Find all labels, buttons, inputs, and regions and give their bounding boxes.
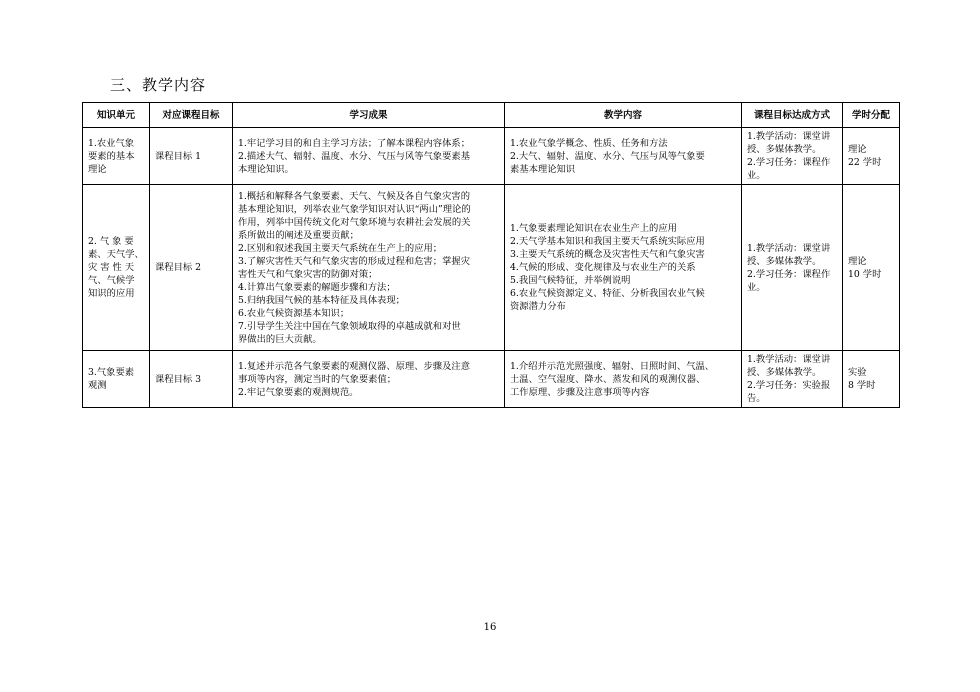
cell-line: 本理论知识。 — [238, 163, 294, 175]
header-learning-outcomes: 学习成果 — [233, 103, 505, 128]
cell-line: 知识的应用 — [88, 288, 135, 299]
cell-line: 4.计算出气象要素的解题步骤和方法； — [238, 281, 396, 293]
cell-learning-outcomes — [233, 185, 505, 351]
cell-line: 1.农业气象 — [88, 137, 135, 149]
cell-line: 2.学习任务：课程作 — [747, 268, 831, 280]
cell-line: 1.牢记学习目的和自主学习方法；了解本课程内容体系； — [238, 137, 470, 149]
cell-hours — [843, 185, 900, 351]
cell-line: 5.归纳我国气候的基本特征及具体表现； — [238, 294, 405, 306]
cell-teaching-content — [505, 185, 742, 351]
cell-line: 事项等内容，测定当时的气象要素值； — [238, 373, 397, 385]
cell-line: 实验 — [848, 367, 867, 378]
cell-line: 2.大气、辐射、温度、水分、气压与风等气象要 — [510, 150, 705, 162]
page-number: 16 — [483, 622, 497, 633]
cell-line: 6.农业气候资源定义、特征、分析我国农业气候 — [510, 288, 705, 299]
cell-course-goal: 课程目标 2 — [150, 185, 233, 351]
cell-line: 观测 — [88, 380, 107, 391]
cell-line: 7.引导学生关注中国在气象领域取得的卓越成就和对世 — [238, 320, 461, 332]
cell-line: 授、多媒体教学。 — [747, 255, 822, 267]
cell-line: 气、气候学 — [88, 275, 135, 286]
cell-line: 业。 — [747, 281, 766, 293]
cell-line: 土温、空气湿度、降水、蒸发和风的观测仪器、 — [510, 373, 706, 385]
cell-line: 3.主要天气系统的概念及灾害性天气和气象灾害 — [510, 249, 705, 260]
cell-line: 1.教学活动：课堂讲 — [747, 242, 831, 254]
cell-line: 授、多媒体教学。 — [747, 367, 822, 378]
cell-line: 资源潜力分布 — [510, 301, 566, 312]
cell-line: 1.教学活动：课堂讲 — [747, 131, 831, 142]
cell-line: 2. 气 象 要 — [88, 236, 134, 247]
header-achievement-method: 课程目标达成方式 — [742, 103, 843, 128]
cell-line: 业。 — [747, 170, 766, 181]
cell-line: 素基本理论知识 — [510, 163, 576, 175]
cell-line: 作用，列举中国传统文化对气象环境与农耕社会发展的关 — [238, 216, 471, 228]
table-row — [83, 128, 900, 185]
cell-line: 害性天气和气象灾害的防御对策； — [238, 268, 378, 280]
cell-teaching-content — [505, 351, 742, 408]
header-knowledge-unit: 知识单元 — [83, 103, 150, 128]
cell-line: 1.复述并示范各气象要素的观测仪器、原理、步骤及注意 — [238, 360, 470, 372]
teaching-content-table — [82, 102, 900, 408]
cell-line: 2.区别和叙述我国主要天气系统在生产上的应用； — [238, 242, 443, 254]
cell-line: 2.天气学基本知识和我国主要天气系统实际应用 — [510, 236, 705, 247]
cell-line: 告。 — [747, 393, 766, 404]
cell-line: 授、多媒体教学。 — [747, 144, 822, 155]
cell-line: 理论 — [848, 144, 867, 155]
cell-line: 10 学时 — [848, 268, 882, 280]
cell-line: 5.我国气候特征，并举例说明 — [510, 275, 631, 286]
cell-line: 2.学习任务：实验报 — [747, 380, 831, 391]
cell-achievement-method — [742, 185, 843, 351]
cell-teaching-content — [505, 128, 742, 185]
cell-line: 3.气象要素 — [88, 367, 135, 378]
cell-achievement-method — [742, 351, 843, 408]
cell-knowledge-unit — [83, 128, 150, 185]
header-course-goal: 对应课程目标 — [150, 103, 233, 128]
cell-line: 6.农业气候资源基本知识； — [238, 307, 350, 319]
cell-line: 基本理论知识，列举农业气象学知识对认识“两山”理论的 — [238, 203, 471, 215]
cell-hours — [843, 351, 900, 408]
cell-line: 1.农业气象学概念、性质、任务和方法 — [510, 137, 668, 149]
header-row — [83, 103, 900, 128]
cell-line: 理论 — [848, 255, 867, 267]
cell-course-goal: 课程目标 3 — [150, 351, 233, 408]
cell-knowledge-unit — [83, 185, 150, 351]
cell-line: 3.了解灾害性天气和气象灾害的形成过程和危害；掌握灾 — [238, 255, 470, 267]
cell-line: 灾 害 性 天 — [88, 262, 135, 273]
cell-hours — [843, 128, 900, 185]
cell-course-goal: 课程目标 1 — [150, 128, 233, 185]
cell-line: 4.气候的形成、变化规律及与农业生产的关系 — [510, 262, 696, 273]
header-teaching-content: 教学内容 — [505, 103, 742, 128]
cell-line: 工作原理、步骤及注意事项等内容 — [510, 386, 650, 398]
header-hours: 学时分配 — [843, 103, 900, 128]
cell-line: 理论 — [88, 163, 107, 175]
cell-line: 2.牢记气象要素的观测规范。 — [238, 386, 359, 398]
cell-achievement-method — [742, 128, 843, 185]
section-title: 三、教学内容 — [110, 76, 207, 94]
cell-line: 2.学习任务：课程作 — [747, 157, 831, 168]
cell-line: 素、天气学、 — [88, 249, 144, 260]
cell-learning-outcomes — [233, 128, 505, 185]
cell-line: 1.教学活动：课堂讲 — [747, 354, 831, 365]
cell-line: 8 学时 — [848, 380, 876, 391]
cell-line: 22 学时 — [848, 157, 882, 168]
cell-line: 要素的基本 — [88, 150, 135, 162]
cell-line: 2.描述大气、辐射、温度、水分、气压与风等气象要素基 — [238, 150, 470, 162]
cell-line: 1.气象要素理论知识在农业生产上的应用 — [510, 223, 677, 234]
table-row — [83, 185, 900, 351]
cell-line: 系所做出的阐述及重要贡献； — [238, 229, 359, 241]
cell-learning-outcomes — [233, 351, 505, 408]
table-row — [83, 351, 900, 408]
cell-line: 1.介绍并示范光照强度、辐射、日照时间、气温、 — [510, 360, 715, 372]
cell-line: 1.概括和解释各气象要素、天气、气候及各自气象灾害的 — [238, 190, 470, 202]
cell-knowledge-unit — [83, 351, 150, 408]
cell-line: 界做出的巨大贡献。 — [238, 333, 322, 345]
